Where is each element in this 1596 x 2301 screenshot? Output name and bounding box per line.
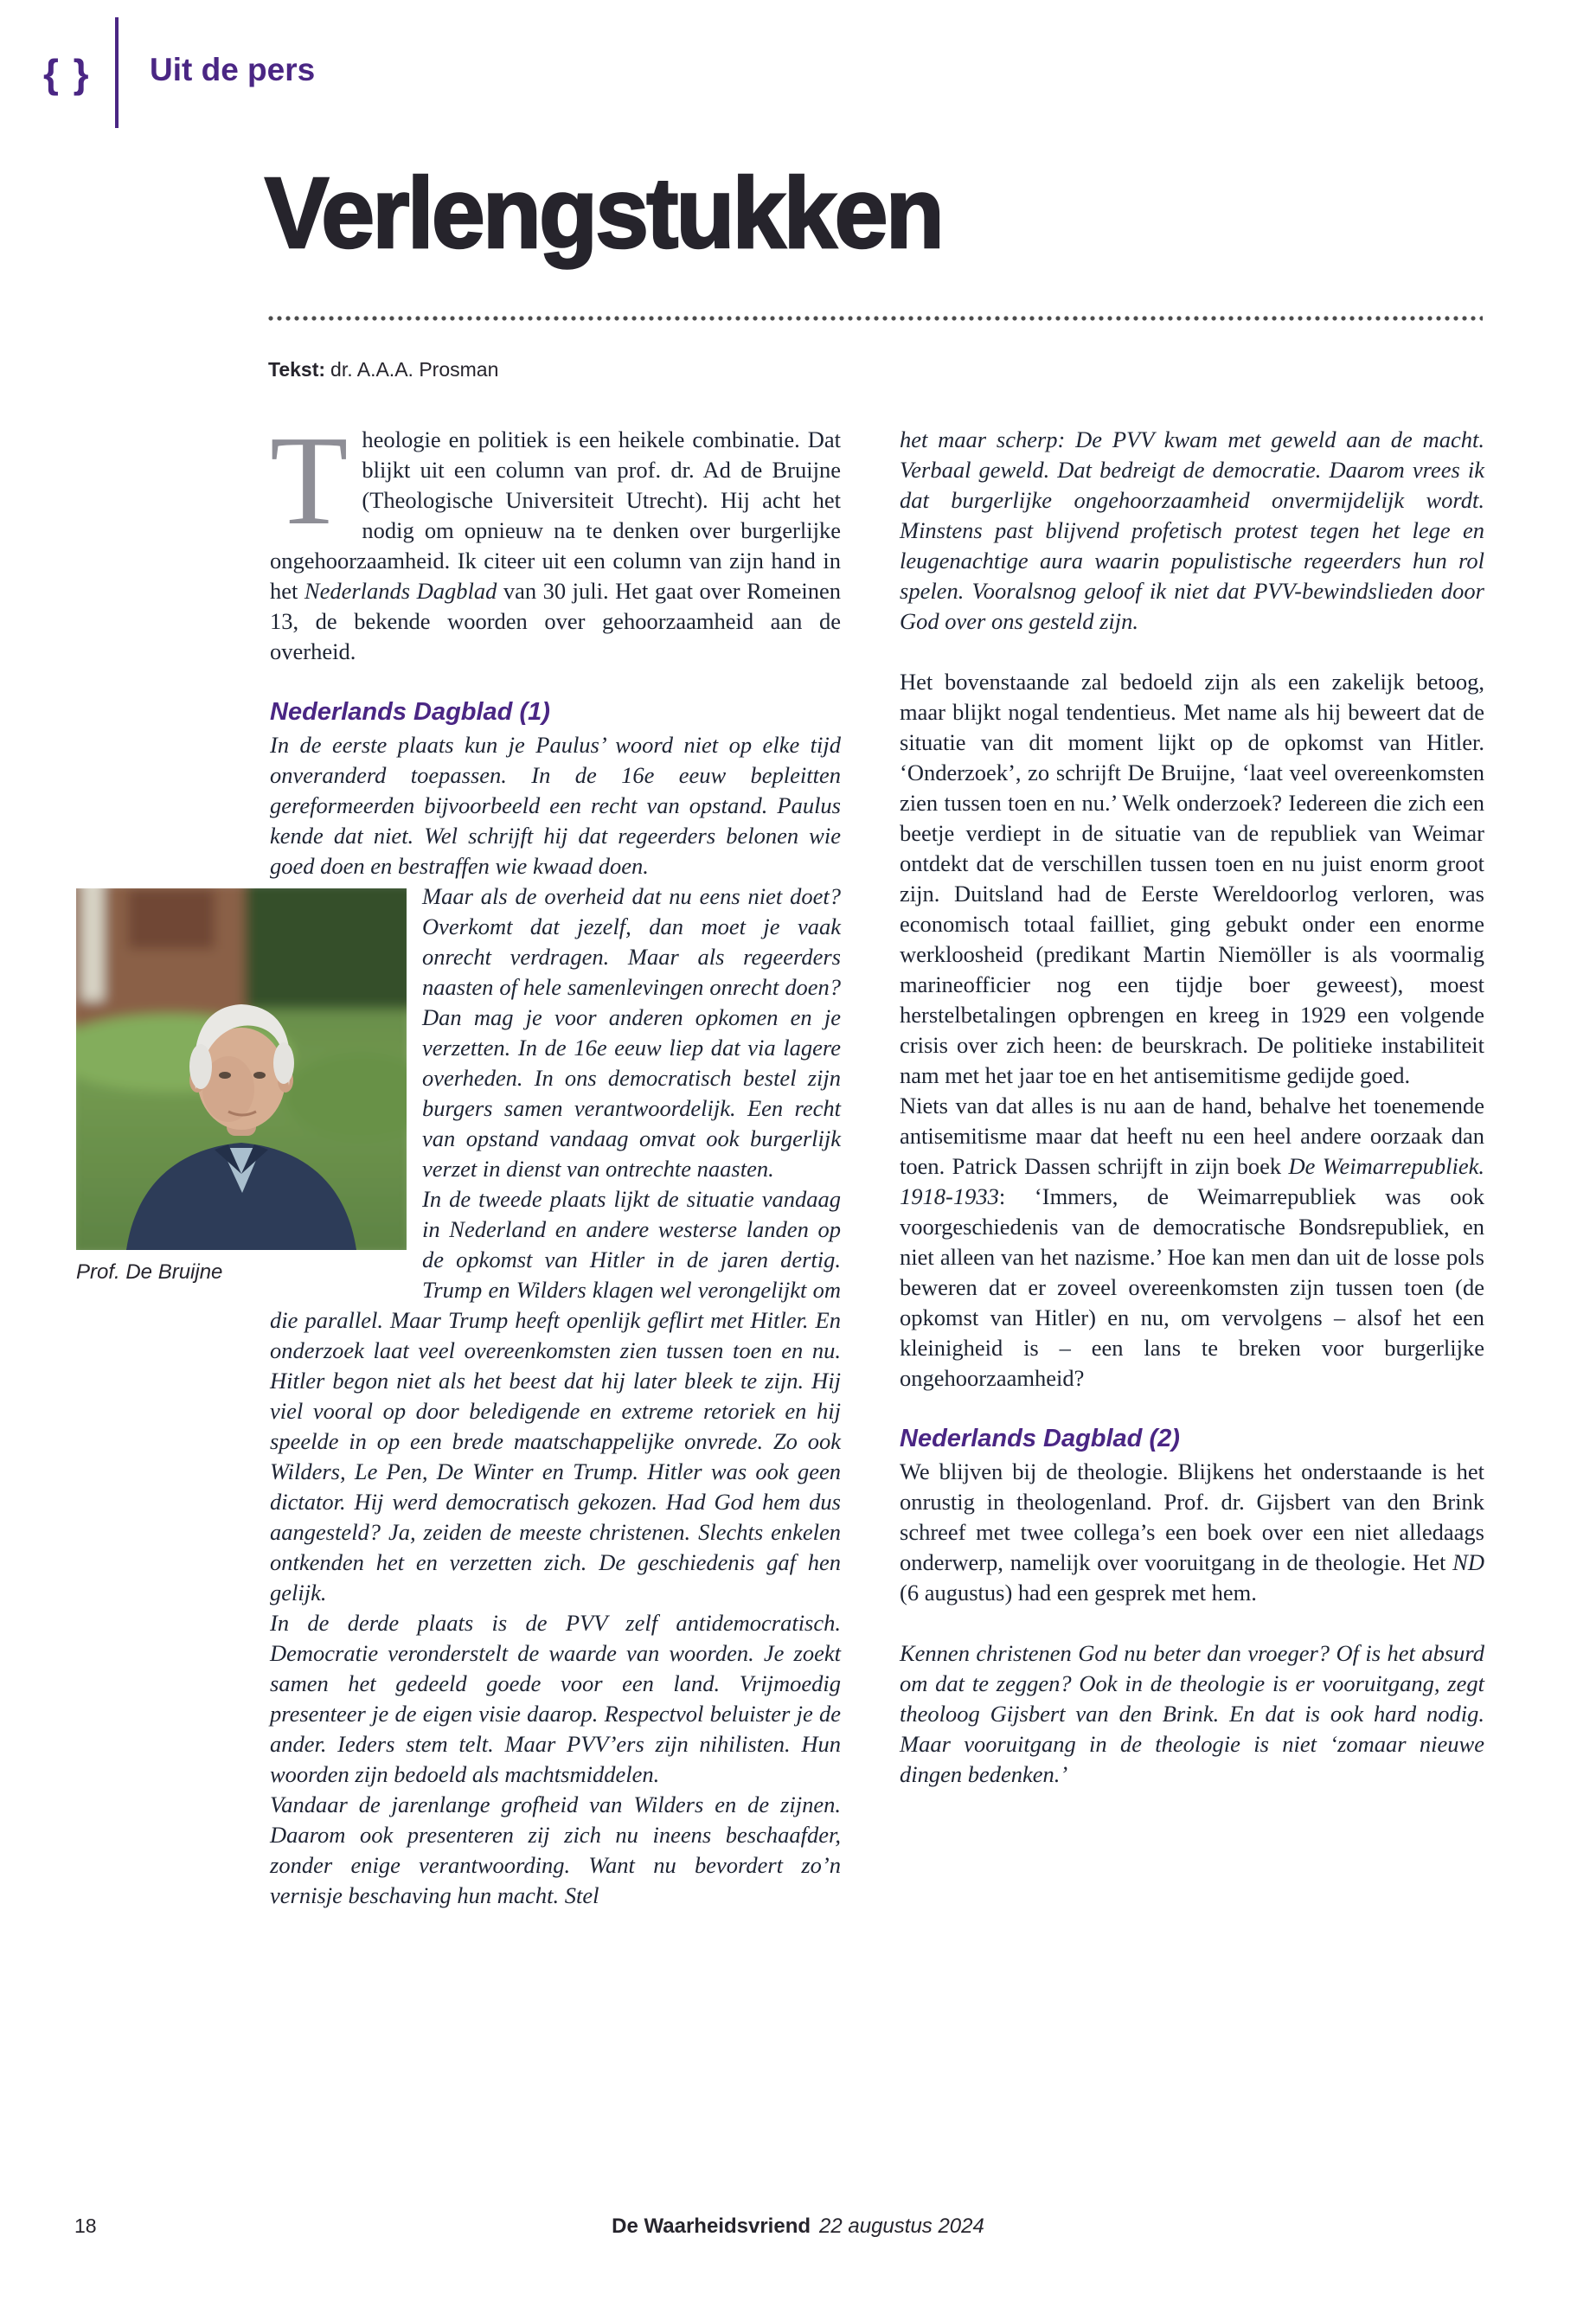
commentary-paragraph-2 [900,1091,1484,1394]
portrait-figure [76,888,407,1285]
commentary-text-3: We blijven bij de theologie. Blijkens het onderstaande is het onrustig in theologenland. Prof. dr. Gijsbert van den Brink schreef met twee collega’s een boek over een niet alledaags onderwerp, namelijk over vooruitgang in de theologie. Het [900,1458,1484,1575]
byline [268,358,498,381]
issue-date: 22 augustus 2024 [819,2214,984,2238]
quote-paragraph-continued: het maar scherp: De PVV kwam met geweld aan de macht. Verbaal geweld. Dat bedreigt de democratie. Daarom vrees ik dat burgerlijke ongehoorzaamheid onvermijdelijk wordt. Minstens past blijvend profetisch protest tegen het lege en leugenachtige aura waarin populistische regeerders hun rol spelen. Vooralsnog geloof ik niet dat PVV-bewindslieden door God over ons gesteld zijn. [900,426,1484,634]
commentary-paragraph-1: Het bovenstaande zal bedoeld zijn als een zakelijk betoog, maar blijkt nogal tendentieus. Met name als hij beweert dat de situatie van dit moment lijkt op de opkomst van Hitler. ‘Onderzoek’, zo schrijft De Bruijne, ‘laat veel overeenkomsten zien tussen toen en nu.’ Welk onderzoek? Iedereen die zich een beetje verdiept in de situatie van de republiek van Weimar ontdekt dat de verschillen tussen toen en nu juist enorm groot zijn. Duitsland had de Eerste Wereldoorlog verloren, was economisch totaal failliet, ging gebukt onder een enorme werkloosheid (predikant Martin Niemöller is als voormalig marineofficier nog een tijdje boer geweest), moest herstelbetalingen opbrengen en kreeg in 1929 een volgende crisis over zich heen: de beurskrach. De politieke instabiliteit nam met het jaar toe en het antisemitisme gedijde goed. [900,669,1484,1088]
section-title: Uit de pers [150,52,316,87]
right-column [900,425,1484,1790]
photo-caption: Prof. De Bruijne [76,1260,223,1284]
quote-paragraph: In de derde plaats is de PVV zelf antidemocratisch. Democratie veronderstelt de waarde van woorden. Je zoekt samen het gedeeld goede voor een land. Vrijmoedig presenteer je de eigen visie daarop. Respectvol beluister je de ander. Ieders stem telt. Maar PVV’ers zijn nihilisten. Hun woorden zijn bedoeld als machtsmiddelen. [270,1610,841,1787]
commentary-paragraph-3 [900,1457,1484,1608]
magazine-name: De Waarheidsvriend [612,2214,811,2238]
intro-text-1: heologie en politiek is een heikele combinatie. Dat blijkt uit een column van prof. dr. Ad de Bruijne (Theologische Universiteit Utrecht). Hij acht het nodig om opnieuw na te denken over burgerlijke ongehoorzaamheid. Ik citeer uit een column van zijn hand in het [270,426,841,604]
quote-paragraph-2: Kennen christenen God nu beter dan vroeger? Of is het absurd om dat te zeggen? Ook in de theologie is er vooruitgang, zegt theoloog Gijsbert van den Brink. En dat is ook hard nodig. Maar vooruitgang in de theologie is niet ‘zomaar nieuwe dingen bedenken.’ [900,1640,1484,1787]
dropcap: T [270,410,349,552]
quote-paragraph: In de eerste plaats kun je Paulus’ woord niet op elke tijd onveranderd toepassen. In de 16e eeuw bepleitten gereformeerden bijvoorbeeld een recht van opstand. Paulus kende dat niet. Wel schrijft hij dat regeerders belonen wie goed doen en bestraffen wie kwaad doen. [270,732,841,879]
commentary-text-1: Niets van dat alles is nu aan de hand, behalve het toenemende antisemitisme maar dat heeft nu een heel andere oorzaak dan toen. Patrick Dassen schrijft in zijn boek [900,1093,1484,1179]
header-divider [115,17,119,128]
intro-journal-name: Nederlands Dagblad [304,578,497,604]
commentary-text-2: : ‘Immers, de Weimarrepubliek was ook voorgeschiedenis van de democratische Bondsrepubliek, en niet alleen van het nazisme.’ Hoe kan men dan uit de losse pols beweren dat er zoveel overeenkomsten zijn tussen toen (de opkomst van Hitler) en nu, om vervolgens – alsof het een kleinigheid is – een lans te breken voor burgerlijke ongehoorzaamheid? [900,1183,1484,1391]
left-column [76,410,842,1911]
book-title: De Weimarrepubliek. 1918-1933 [900,1153,1484,1209]
page-number: 18 [74,2214,97,2237]
article-title: Verlengstukken [265,157,942,269]
commentary-text-4: (6 augustus) had een gesprek met hem. [900,1580,1257,1606]
quote-paragraph: In de tweede plaats lijkt de situatie vandaag in Nederland en andere westerse landen op de opkomst van Hitler in de jaren dertig. Trump en Wilders klagen wel verongelijkt om die parallel. Maar Trump heeft openlijk geflirt met Hitler. En onderzoek laat veel overeenkomsten zien tussen toen en nu. Hitler begon niet als het beest dat hij later bleek te zijn. Hij viel vooral op door beledigende en extreme retoriek en hij speelde in op een brede maatschappelijke onvrede. Zo ook Wilders, Le Pen, De Winter en Trump. Hitler was ook geen dictator. Hij werd democratisch gekozen. Had God hem dus aangesteld? Ja, zeiden de meeste christenen. Slechts enkelen ontkenden het en verzetten zich. De geschiedenis gaf hen gelijk. [270,1186,841,1606]
subhead-nederlands-dagblad-2: Nederlands Dagblad (2) [900,1425,1180,1452]
intro-paragraph [270,410,842,667]
byline-name: dr. A.A.A. Prosman [330,358,499,381]
journal-abbreviation: ND [1452,1549,1484,1575]
intro-text-2: van 30 juli. Het gaat over Romeinen 13, de bekende woorden over gehoorzaamheid aan de overheid. [270,578,842,664]
portrait-photo [76,888,407,1250]
dotted-divider [268,315,1483,322]
quote-paragraph: Maar als de overheid dat nu eens niet doet? Overkomt dat jezelf, dan moet je vaak onrecht verdragen. Maar als regeerders naasten of hele samenlevingen onrecht doen? Dan mag je voor anderen opkomen en je verzetten. In de 16e eeuw liep dat via lagere overheden. In ons democratisch bestel zijn burgers samen verantwoordelijk. Een recht van opstand vandaag omvat ook burgerlijk verzet in dienst van ontrechte naasten. [422,883,841,1182]
quote-paragraph: Vandaar de jarenlange grofheid van Wilders en de zijnen. Daarom ook presenteren zij zich nu ineens beschaafder, zonder enige verantwoording. Want nu bevordert zo’n vernisje beschaving hun macht. Stel [270,1791,841,1908]
subhead-nederlands-dagblad-1: Nederlands Dagblad (1) [270,698,550,726]
brand-braces-logo: { } [43,51,91,96]
footer-center [0,2214,1596,2239]
byline-label: Tekst: [268,358,326,381]
